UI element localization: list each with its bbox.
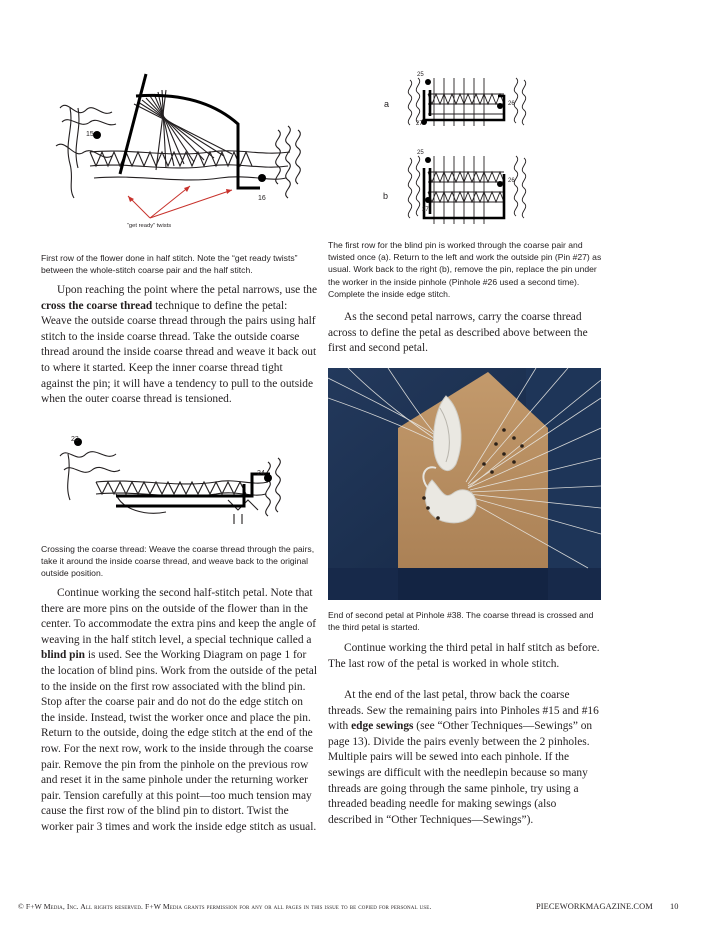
b-label-25: 25 <box>417 150 424 156</box>
pin-16 <box>258 174 266 182</box>
caption-figure-3: The first row for the blind pin is worked through the coarse pair and twisted once (a). Return to the left and work the outside pin (Pin #27) as usual. Work back to the right (b), remove the pin, replace the pin under the worker in the inside pinhole (Pinhole #26 used a second time). Complete the inside edge stitch. <box>328 240 602 299</box>
label-b: b <box>383 191 389 201</box>
paragraph-blind-pin: Continue working the second half-stitch petal. Note that there are more pins on the outside of the flower than in the center. To accommodate the extra pins and keep the angle of weaving in the half stitch level, a special technique called a blind pin is used. See the Working Diagram on page 1 for the location of blind pins. Work from the outside of the petal to the inside on the first row associated with the blind pin. Stop after the coarse pair and do not do the edge stitch on the inside. Instead, twist the worker once and place the pin. Return to the outside, doing the edge stitch at the end of the row. For the next row, work to the inside through the coarse pair. Remove the pin from the pinhole on the previous row and reset it in the same pinhole under the returning worker pair. Tension carefully at this point—too much tension may cause the first row of the blind pin to distort. Twist the worker pair 3 times and work the inside edge stitch as usual. <box>41 587 317 833</box>
label-23: 23 <box>71 436 79 443</box>
annotation-get-ready-twists: “get ready” twists <box>127 223 172 229</box>
a-label-25: 25 <box>417 72 424 78</box>
footer <box>18 902 690 916</box>
b-label-26: 26 <box>508 178 515 184</box>
paragraph-cross-coarse-thread: Upon reaching the point where the petal narrows, use the cross the coarse thread technique to define the petal: Weave the outside coarse thread through the pairs using half stitch to the inside coarse thread. Take the outside coarse thread around the inside coarse thread and weave it back out to where it started. Keep the inner coarse thread tight against the pin; it will have a tendency to pull to the outside when the outer coarse thread is tensioned. <box>41 284 317 406</box>
diagram-blind-pin-a <box>404 70 534 130</box>
b-label-27: 27 <box>422 207 429 213</box>
paragraph-second-petal-narrows: As the second petal narrows, carry the coarse thread across to define the petal as described above between the first and second petal. <box>328 311 588 355</box>
pin-15 <box>93 131 101 139</box>
caption-figure-2: Crossing the coarse thread: Weave the coarse thread through the pairs, take it around the inside coarse thread, and weave back to the original outside position. <box>41 544 315 579</box>
a-label-27: 27 <box>416 121 423 127</box>
pin-24 <box>264 474 272 482</box>
paragraph-last-petal: At the end of the last petal, throw back the coarse threads. Sew the remaining pairs into Pinholes #15 and #16 with edge sewings (see “Other Techniques—Sewings” on page 13). Divide the pairs evenly between the 2 pinholes. Multiple pairs will be sewed into each pinhole. If the sewings are difficult with the needlepin because so many threads are going through the same pinhole, try using a threaded beading needle for making sewings (also described in “Other Techniques—Sewings”). <box>328 689 599 826</box>
page-number: 10 <box>670 902 679 911</box>
term-edge-sewings: edge sewings <box>351 720 414 733</box>
footer-copyright: © F+W Media, Inc. All rights reserved. F+W Media grants permission for any or all pages in this issue to be copied for personal use. <box>18 902 432 911</box>
term-blind-pin: blind pin <box>41 649 86 662</box>
label-24: 24 <box>257 470 265 477</box>
photo-lace-second-petal <box>328 368 601 600</box>
label-16: 16 <box>258 195 266 202</box>
paragraph-third-petal: Continue working the third petal in half stitch as before. The last row of the petal is worked in whole stitch. <box>328 642 600 670</box>
caption-photo: End of second petal at Pinhole #38. The coarse thread is crossed and the third petal is started. <box>328 610 594 633</box>
footer-website: PIECEWORKMAGAZINE.COM <box>536 902 653 911</box>
caption-figure-1: First row of the flower done in half stitch. Note the “get ready twists” between the whole-stitch coarse pair and the half stitch. <box>41 253 298 276</box>
diagram-first-row <box>50 68 320 240</box>
term-cross-the-coarse-thread: cross the coarse thread <box>41 299 153 312</box>
label-15: 15 <box>86 131 94 138</box>
label-a: a <box>384 99 390 109</box>
diagram-blind-pin-b <box>404 148 534 230</box>
a-label-26: 26 <box>508 101 515 107</box>
diagram-crossing-coarse-thread <box>56 434 300 534</box>
